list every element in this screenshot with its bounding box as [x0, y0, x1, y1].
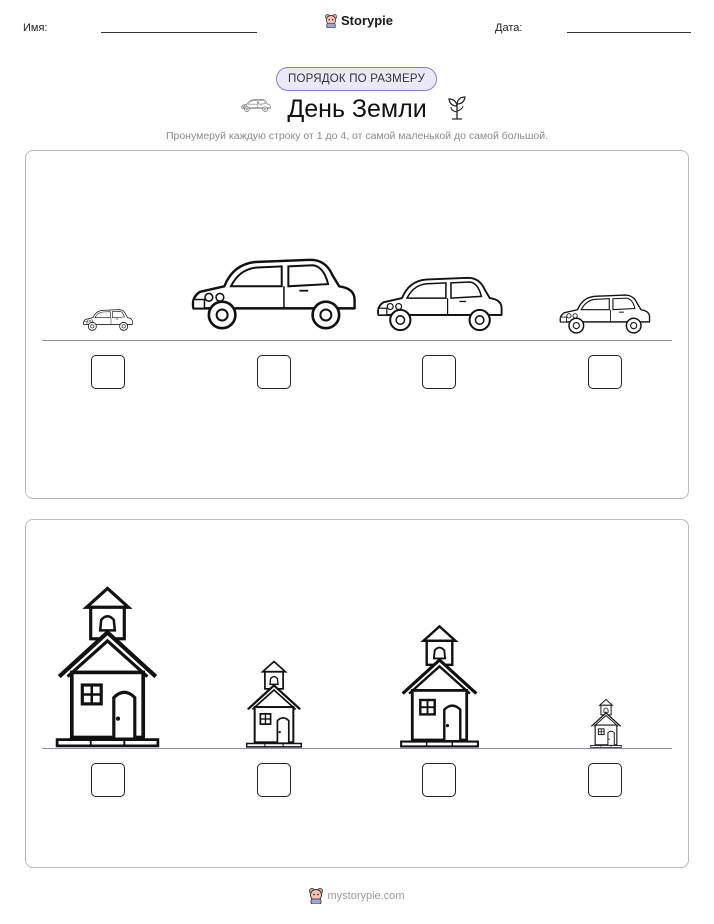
- car-largest: [189, 251, 359, 337]
- answer-box[interactable]: [91, 355, 125, 389]
- answer-box[interactable]: [588, 355, 622, 389]
- footer: [0, 888, 714, 904]
- bear-icon: [325, 14, 337, 28]
- car-smallest: [82, 309, 134, 331]
- house-largest: [40, 580, 175, 748]
- baseline: [42, 748, 672, 749]
- answer-box[interactable]: [257, 355, 291, 389]
- house-smallest: [584, 697, 628, 748]
- house-large: [386, 620, 493, 748]
- baseline: [42, 340, 672, 341]
- name-field[interactable]: [101, 32, 257, 33]
- page-title: День Земли: [287, 95, 427, 123]
- logo-text: Storypie: [341, 13, 394, 28]
- date-field[interactable]: [567, 32, 691, 33]
- logo: [325, 13, 393, 28]
- footer-site[interactable]: mystorypie.com: [327, 890, 405, 902]
- answer-box[interactable]: [422, 763, 456, 797]
- category-badge: ПОРЯДОК ПО РАЗМЕРУ: [276, 67, 437, 91]
- name-label: Имя:: [23, 22, 48, 34]
- answer-box[interactable]: [588, 763, 622, 797]
- date-label: Дата:: [495, 22, 523, 34]
- car-medium: [558, 292, 652, 336]
- answer-box[interactable]: [91, 763, 125, 797]
- sprout-icon: [446, 94, 468, 120]
- house-medium: [236, 657, 312, 748]
- answer-box[interactable]: [257, 763, 291, 797]
- answer-box[interactable]: [422, 355, 456, 389]
- bear-icon: [309, 888, 323, 904]
- car-large: [375, 273, 505, 335]
- instructions: Пронумеруй каждую строку от 1 до 4, от самой маленькой до самой большой.: [165, 130, 549, 142]
